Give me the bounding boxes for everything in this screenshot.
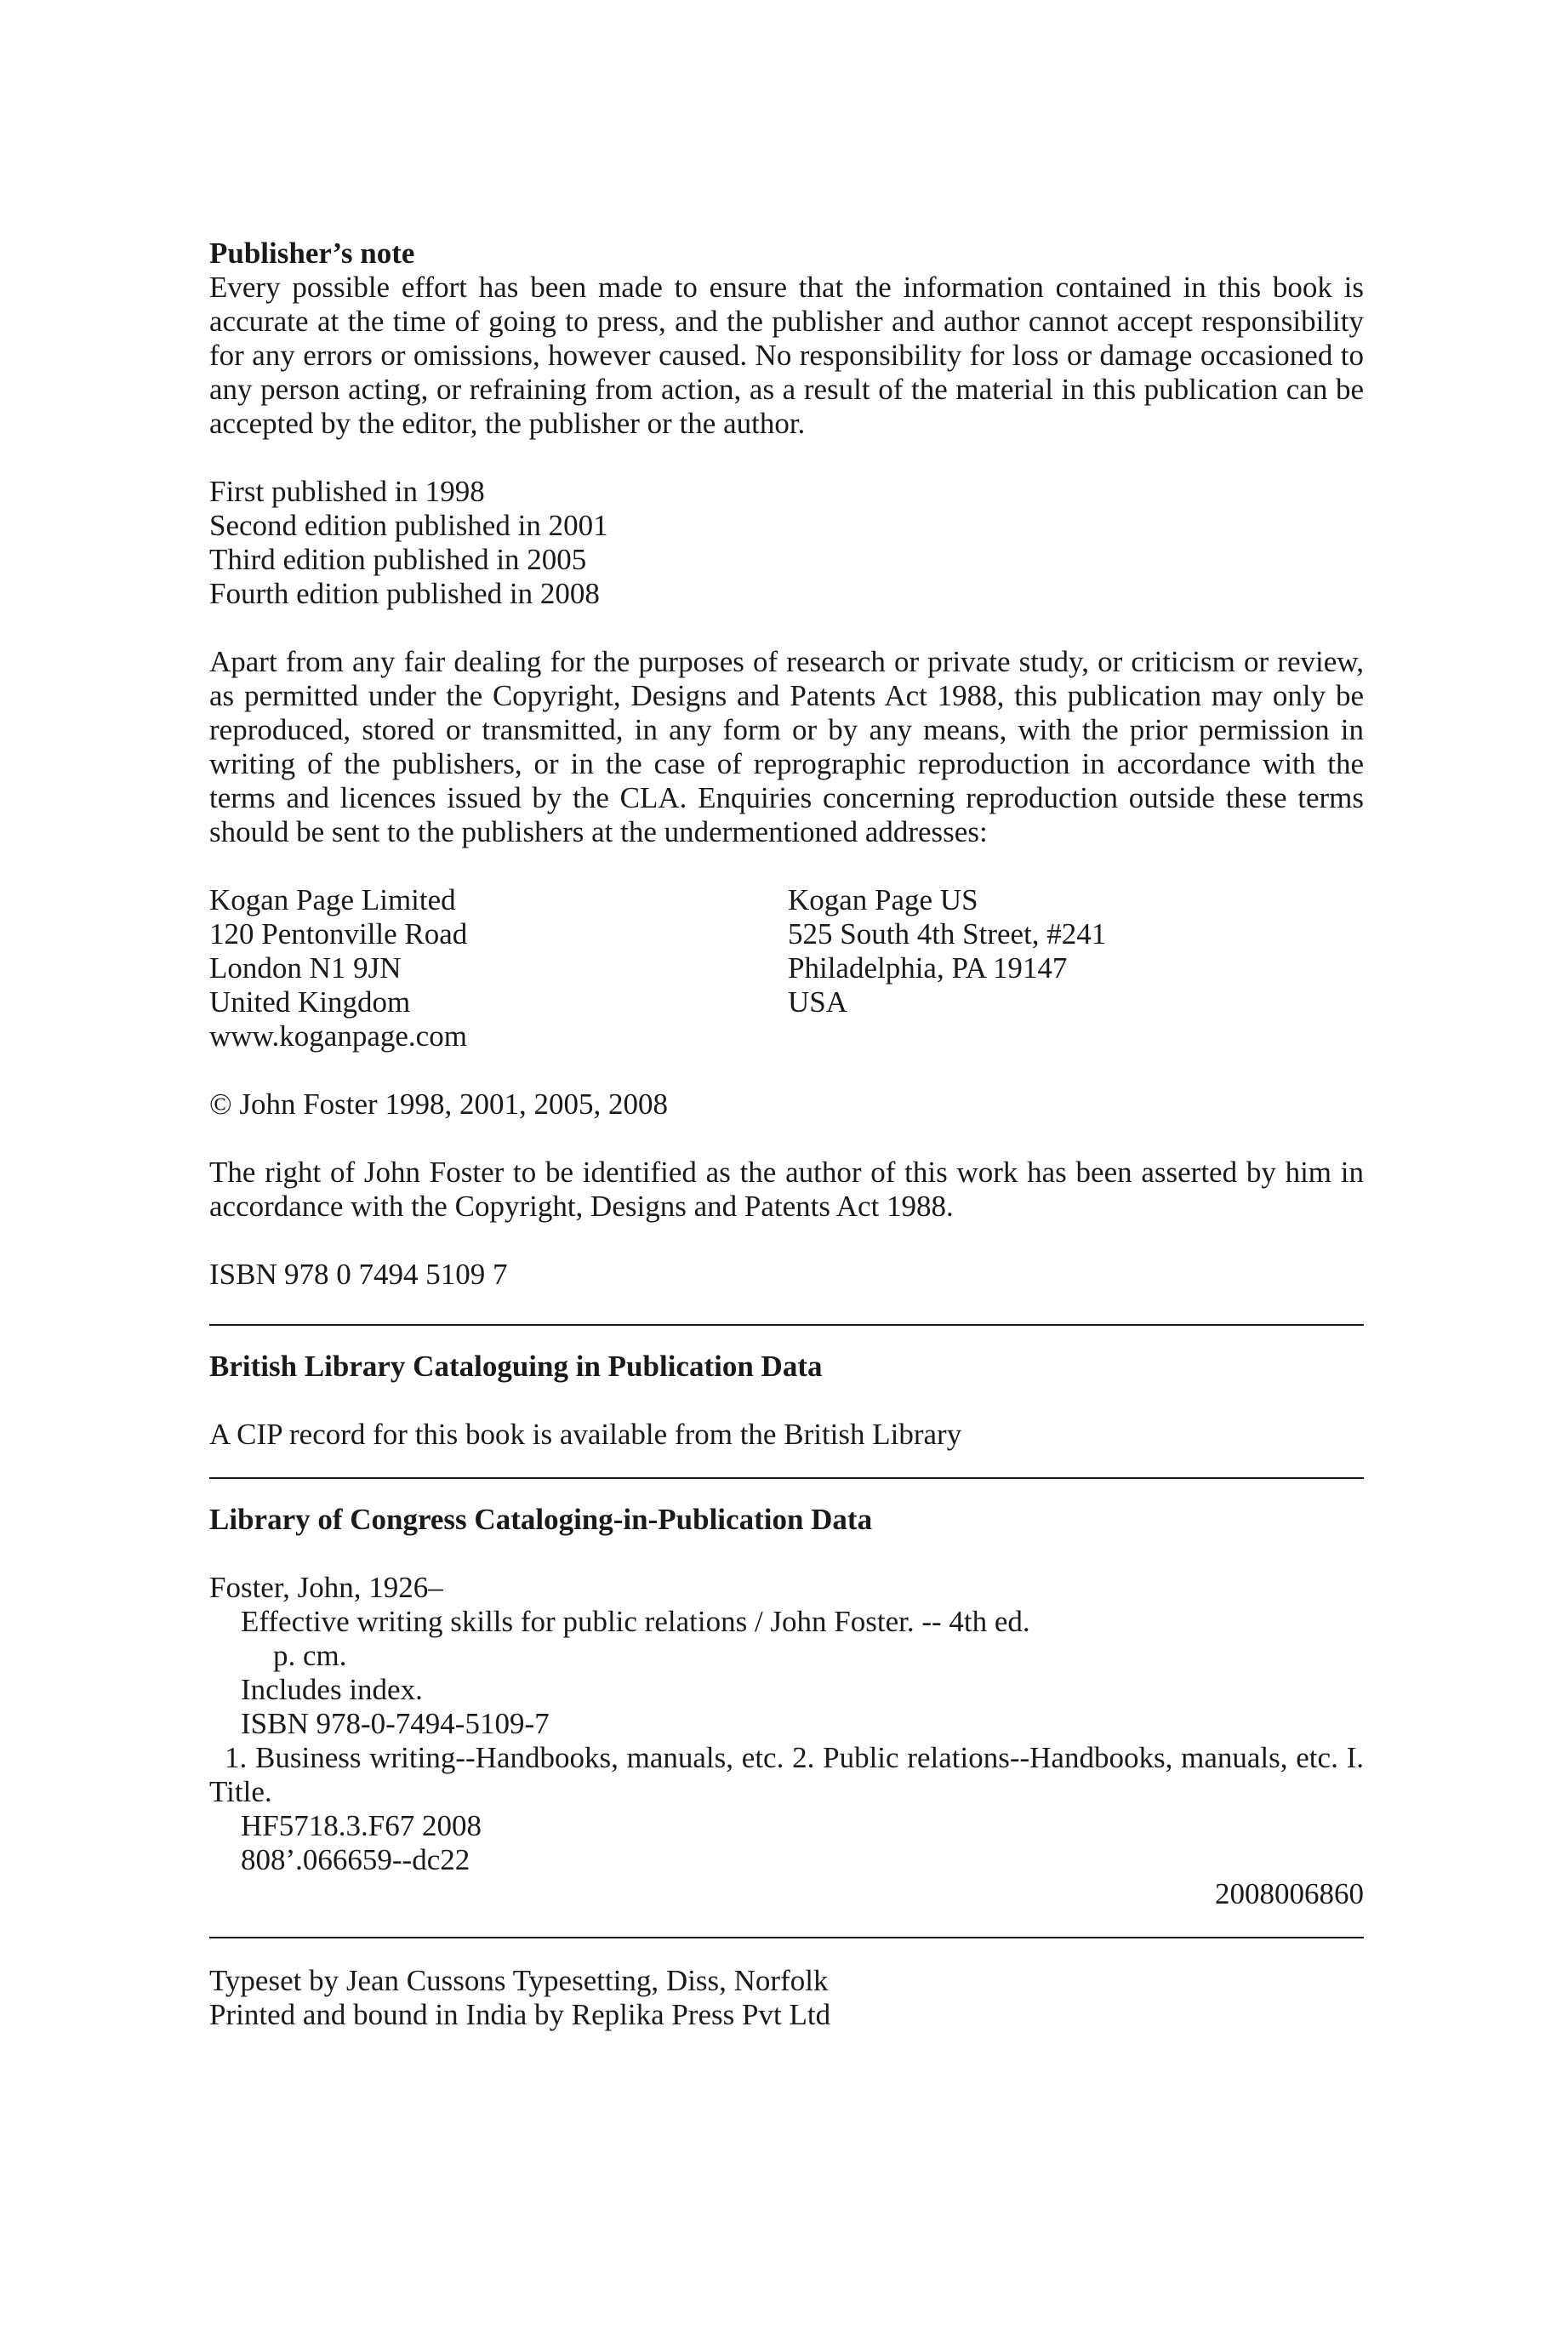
isbn <box>209 1258 1364 1292</box>
publishers-note-heading: Publisher’s note <box>209 237 415 270</box>
loc-author: Foster, John, 1926– <box>209 1571 443 1604</box>
address-line: Kogan Page Limited <box>209 883 456 916</box>
loc-heading: Library of Congress Cataloging-in-Publication Data <box>209 1503 873 1536</box>
website-link[interactable]: www.koganpage.com <box>209 1019 467 1053</box>
edition-line: Second edition published in 2001 <box>209 509 608 542</box>
edition-line: Fourth edition published in 2008 <box>209 577 600 610</box>
loc-subjects: 1. Business writing--Handbooks, manuals, etc. 2. Public relations--Handbooks, manuals, etc. I. Title. <box>209 1741 1364 1808</box>
loc-isbn: ISBN 978-0-7494-5109-7 <box>241 1707 550 1740</box>
page-content <box>209 237 1364 2032</box>
typeset-credit: Typeset by Jean Cussons Typesetting, Diss, Norfolk <box>209 1964 829 1997</box>
edition-line: First published in 1998 <box>209 475 485 508</box>
address-line: Philadelphia, PA 19147 <box>788 951 1068 985</box>
address-line: USA <box>788 985 848 1019</box>
edition-line: Third edition published in 2005 <box>209 543 587 576</box>
copyright-notice: Apart from any fair dealing for the purposes of research or private study, or criticism or review, as permitted under the Copyright, Designs and Patents Act 1988, this publication may only be reproduced, stored or transmitted, in any form or by any means, with the prior permission in writing of the publishers, or in the case of reprographic reproduction in accordance with the terms and licences issued by the CLA. Enquiries concerning reproduction outside these terms should be sent to the publishers at the undermentioned addresses: <box>209 645 1364 848</box>
publishers-note-body: Every possible effort has been made to ensure that the information contained in this book is accurate at the time of going to press, and the publisher and author cannot accept responsibility for any errors or omissions, however caused. No responsibility for loss or damage occasioned to any person acting, or refraining from action, as a result of the material in this publication can be accepted by the editor, the publisher or the author. <box>209 271 1364 440</box>
uk-address <box>209 883 788 1053</box>
loc-index: Includes index. <box>241 1673 423 1706</box>
address-line: 120 Pentonville Road <box>209 917 468 951</box>
address-line: United Kingdom <box>209 985 411 1019</box>
address-line: Kogan Page US <box>788 883 978 916</box>
british-library-heading: British Library Cataloguing in Publication Data <box>209 1350 823 1383</box>
copyright-line: © John Foster 1998, 2001, 2005, 2008 <box>209 1088 668 1121</box>
loc-dewey: 808’.066659--dc22 <box>241 1843 470 1876</box>
edition-history <box>209 475 1364 611</box>
publisher-addresses <box>209 883 1364 1053</box>
address-line: 525 South 4th Street, #241 <box>788 917 1107 951</box>
isbn-value: 978 0 7494 5109 7 <box>284 1258 508 1291</box>
production-credits <box>209 1964 1364 2032</box>
address-line: London N1 9JN <box>209 951 402 985</box>
printed-credit: Printed and bound in India by Replika Press Pvt Ltd <box>209 1998 831 2031</box>
loc-pages: p. cm. <box>273 1639 347 1672</box>
isbn-label: ISBN <box>209 1258 277 1291</box>
british-library-text: A CIP record for this book is available from the British Library <box>209 1418 962 1451</box>
british-library-section <box>209 1350 1364 1452</box>
author-rights: The right of John Foster to be identified as the author of this work has been asserted by him in accordance with the Copyright, Designs and Patents Act 1988. <box>209 1156 1364 1223</box>
loc-lccn: 2008006860 <box>1215 1877 1364 1910</box>
loc-title: Effective writing skills for public relations / John Foster. -- 4th ed. <box>241 1605 1030 1638</box>
library-of-congress-section <box>209 1503 1364 1911</box>
loc-classification: HF5718.3.F67 2008 <box>241 1809 482 1842</box>
us-address <box>788 883 1364 1053</box>
publishers-note <box>209 237 1364 441</box>
